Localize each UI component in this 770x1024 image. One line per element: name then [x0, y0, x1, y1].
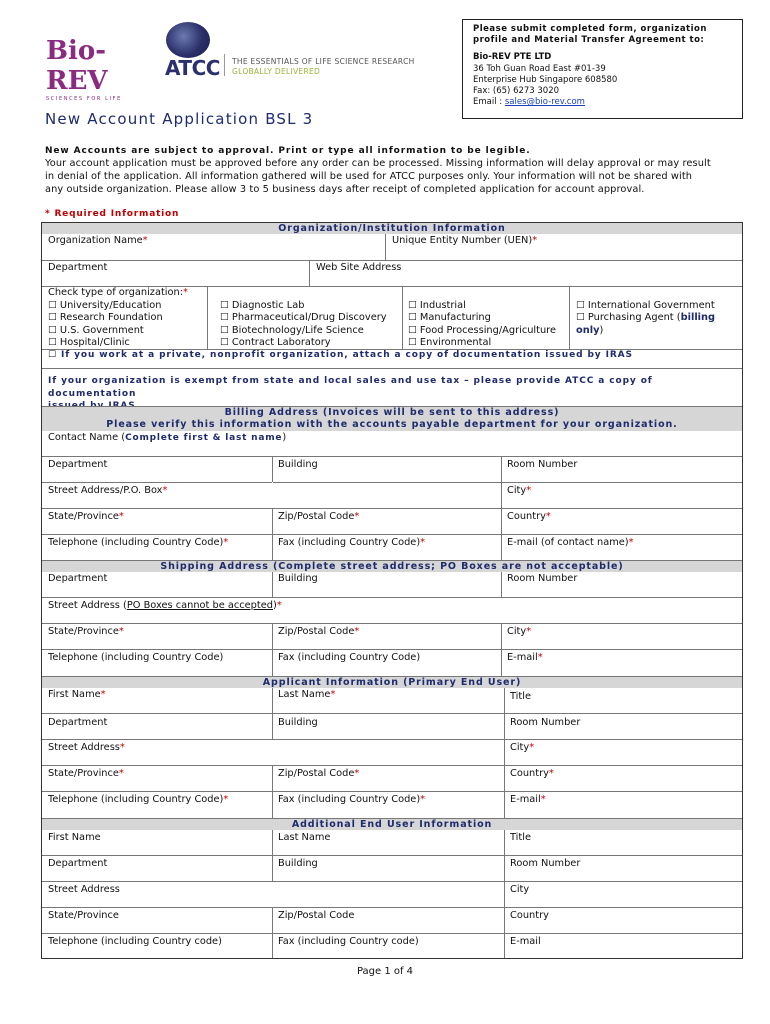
uen-field[interactable] [392, 235, 537, 246]
shipping-street-field[interactable]: Street Address (PO Boxes cannot be accepted)* [48, 600, 282, 611]
field-label: Unique Entity Number (UEN) [392, 235, 533, 246]
applicant-room-field[interactable]: Room Number [510, 717, 581, 728]
additional-zip-field[interactable]: Zip/Postal Code [278, 910, 355, 921]
billing-section-header: Billing Address (Invoices will be sent to this address) [224, 407, 560, 418]
billing-country-field[interactable]: Country* [507, 511, 551, 522]
org-type-col-3 [408, 300, 556, 350]
applicant-street-field[interactable]: Street Address* [48, 742, 125, 753]
row-line [42, 881, 742, 882]
applicant-country-field[interactable]: Country* [510, 768, 554, 779]
row-line [42, 907, 742, 908]
org-department-field[interactable]: Department [48, 262, 108, 273]
intro-line: any outside organization. Please allow 3 to 5 business days after receipt of completed application for account approval. [45, 184, 645, 195]
divider [504, 688, 505, 739]
divider [501, 456, 502, 560]
page-number: Page 1 of 4 [356, 966, 414, 977]
billing-state-field[interactable]: State/Province* [48, 511, 124, 522]
checkbox-us-government[interactable]: ☐ U.S. Government [48, 324, 144, 336]
logo-divider [224, 54, 225, 76]
row-line [42, 597, 742, 598]
divider [272, 572, 273, 597]
shipping-room-field[interactable]: Room Number [507, 573, 578, 584]
row-line [42, 482, 742, 483]
additional-section-header: Additional End User Information [291, 819, 493, 830]
additional-phone-field[interactable]: Telephone (including Country code) [48, 936, 222, 947]
applicant-title-field[interactable]: Title [510, 691, 531, 702]
purchasing-agent-note: only) [576, 324, 604, 336]
additional-email-field[interactable]: E-mail [510, 936, 541, 947]
billing-city-field[interactable]: City* [507, 485, 532, 496]
divider [272, 765, 273, 818]
applicant-department-field[interactable]: Department [48, 717, 108, 728]
submit-instructions-box [462, 19, 743, 119]
divider [272, 830, 273, 881]
additional-room-field[interactable]: Room Number [510, 858, 581, 869]
checkbox-food-processing[interactable]: ☐ Food Processing/Agriculture [408, 324, 557, 336]
tax-exempt-note: If your organization is exempt from state and local sales and use tax – please provide ATCC a copy of documentation [48, 376, 653, 399]
shipping-email-field[interactable]: E-mail* [507, 652, 543, 663]
applicant-phone-field[interactable]: Telephone (including Country Code)* [48, 794, 229, 805]
row-line [42, 534, 742, 535]
email-line [473, 97, 742, 108]
additional-first-name-field[interactable]: First Name [48, 832, 101, 843]
additional-state-field[interactable]: State/Province [48, 910, 119, 921]
divider [402, 286, 403, 349]
checkbox-purchasing-agent[interactable]: ☐ Purchasing Agent (billing [576, 312, 716, 323]
biorev-logo-tagline: SCIENCES FOR LIFE [46, 96, 122, 102]
address-line-2: Enterprise Hub Singapore 608580 [473, 74, 618, 85]
company-name: Bio-REV PTE LTD [473, 52, 552, 63]
application-form [41, 222, 743, 959]
billing-phone-field[interactable]: Telephone (including Country Code)* [48, 537, 229, 548]
intro-line: Your account application must be approved before any order can be processed. Missing information will delay approval or may result [45, 158, 711, 169]
checkbox-diagnostic-lab[interactable]: ☐ Diagnostic Lab [220, 299, 305, 311]
applicant-zip-field[interactable]: Zip/Postal Code* [278, 768, 360, 779]
atcc-tagline: THE ESSENTIALS OF LIFE SCIENCE RESEARCH [232, 57, 415, 66]
checkbox-pharma[interactable]: ☐ Pharmaceutical/Drug Discovery [220, 312, 387, 323]
applicant-city-field[interactable]: City* [510, 742, 535, 753]
page-title: New Account Application BSL 3 [45, 110, 314, 128]
intro-text [45, 157, 735, 196]
applicant-first-name-field[interactable]: First Name* [48, 689, 106, 700]
checkbox-biotech[interactable]: ☐ Biotechnology/Life Science [220, 324, 364, 336]
checkbox-hospital[interactable]: ☐ Hospital/Clinic [48, 337, 130, 348]
biorev-logo-text: Bio-REV [46, 36, 108, 96]
checkbox-contract-lab[interactable]: ☐ Contract Laboratory [220, 337, 331, 348]
required-mark: * [142, 235, 148, 246]
row-line [42, 368, 742, 369]
row-line [42, 260, 742, 261]
row-line [42, 623, 742, 624]
divider [569, 286, 570, 349]
applicant-email-field[interactable]: E-mail* [510, 794, 546, 805]
intro-bold: New Accounts are subject to approval. Print or type all information to be legible. [45, 146, 531, 156]
row-line [42, 456, 742, 457]
shipping-zip-field[interactable]: Zip/Postal Code* [278, 626, 360, 637]
applicant-last-name-field[interactable]: Last Name* [278, 689, 336, 700]
atcc-logo: ATCC [165, 56, 220, 80]
billing-section-subheader: Please verify this information with the accounts payable department for your organization. [106, 419, 678, 430]
shipping-building-field[interactable]: Building [278, 573, 318, 584]
email-link[interactable]: sales@bio-rev.com [504, 97, 585, 108]
divider-gap [272, 482, 273, 508]
shipping-city-field[interactable]: City* [507, 626, 532, 637]
submit-line-2: profile and Material Transfer Agreement to: [473, 35, 705, 46]
divider [272, 623, 273, 676]
shipping-department-field[interactable]: Department [48, 573, 108, 584]
checkbox-intl-government[interactable]: ☐ International Government [576, 299, 715, 311]
row-line [42, 649, 742, 650]
shipping-section-header: Shipping Address (Complete street address; PO Boxes are not acceptable) [160, 561, 624, 572]
billing-room-field[interactable]: Room Number [507, 459, 578, 470]
checkbox-environmental[interactable]: ☐ Environmental [408, 337, 492, 348]
org-type-col-1 [48, 287, 188, 350]
divider [207, 286, 208, 349]
intro-line: in denial of the application. All information gathered will be used for ATCC purposes only. Your information will not be shared with [45, 171, 693, 182]
required-note: * Required Information [45, 209, 180, 219]
row-line [42, 933, 742, 934]
address-line-1: 36 Toh Guan Road East #01-39 [473, 63, 606, 74]
org-type-col-4 [576, 300, 715, 338]
additional-department-field[interactable]: Department [48, 858, 108, 869]
billing-building-field[interactable]: Building [278, 459, 318, 470]
row-line [42, 855, 742, 856]
org-type-label: Check type of organization:* [48, 287, 188, 298]
org-type-col-2 [220, 300, 387, 350]
field-label: Organization Name [48, 235, 143, 246]
row-line [42, 765, 742, 766]
biorev-logo [46, 36, 156, 102]
shipping-phone-field[interactable]: Telephone (including Country Code) [48, 652, 224, 663]
atcc-tagline-2: GLOBALLY DELIVERED [232, 67, 321, 76]
atcc-globe-icon [166, 22, 210, 58]
billing-street-field[interactable]: Street Address/P.O. Box* [48, 485, 168, 496]
additional-fax-field[interactable]: Fax (including Country code) [278, 936, 419, 947]
additional-building-field[interactable]: Building [278, 858, 318, 869]
divider [504, 765, 505, 818]
row-line [42, 713, 742, 714]
checkbox-research-foundation[interactable]: ☐ Research Foundation [48, 312, 163, 323]
billing-fax-field[interactable]: Fax (including Country Code)* [278, 537, 426, 548]
contact-name-field[interactable]: Contact Name (Complete first & last name) [48, 432, 287, 443]
divider [272, 456, 273, 560]
additional-country-field[interactable]: Country [510, 910, 549, 921]
additional-last-name-field[interactable]: Last Name [278, 832, 331, 843]
row-line [42, 791, 742, 792]
divider [309, 260, 310, 286]
website-field[interactable]: Web Site Address [316, 262, 402, 273]
checkbox-manufacturing[interactable]: ☐ Manufacturing [408, 312, 491, 323]
divider [501, 572, 502, 597]
applicant-state-field[interactable]: State/Province* [48, 768, 124, 779]
divider [504, 830, 505, 958]
additional-city-field[interactable]: City [510, 884, 530, 895]
applicant-building-field[interactable]: Building [278, 717, 318, 728]
divider [272, 688, 273, 739]
org-name-field[interactable] [48, 235, 148, 246]
applicant-fax-field[interactable]: Fax (including Country Code)* [278, 794, 426, 805]
row-line [42, 739, 742, 740]
additional-street-field[interactable]: Street Address [48, 884, 120, 895]
fax-number: Fax: (65) 6273 3020 [473, 86, 560, 97]
checkbox-industrial[interactable]: ☐ Industrial [408, 299, 466, 311]
checkbox-university[interactable]: ☐ University/Education [48, 299, 162, 311]
submit-line-1: Please submit completed form, organization [473, 24, 707, 34]
divider [504, 739, 505, 765]
email-label: Email : [473, 97, 505, 108]
shipping-state-field[interactable]: State/Province* [48, 626, 124, 637]
shipping-fax-field[interactable]: Fax (including Country Code) [278, 652, 421, 663]
applicant-section-header: Applicant Information (Primary End User) [262, 677, 522, 688]
additional-title-field[interactable]: Title [510, 832, 531, 843]
divider [501, 623, 502, 676]
org-section-header: Organization/Institution Information [278, 223, 506, 234]
row-line [42, 508, 742, 509]
divider [385, 234, 386, 260]
required-mark: * [532, 235, 538, 246]
divider [272, 907, 273, 958]
billing-department-field[interactable]: Department [48, 459, 108, 470]
billing-zip-field[interactable]: Zip/Postal Code* [278, 511, 360, 522]
billing-email-field[interactable]: E-mail (of contact name)* [507, 537, 634, 548]
nonprofit-checkbox[interactable]: ☐ If you work at a private, nonprofit organization, attach a copy of documentation issued by IRAS [48, 350, 633, 360]
